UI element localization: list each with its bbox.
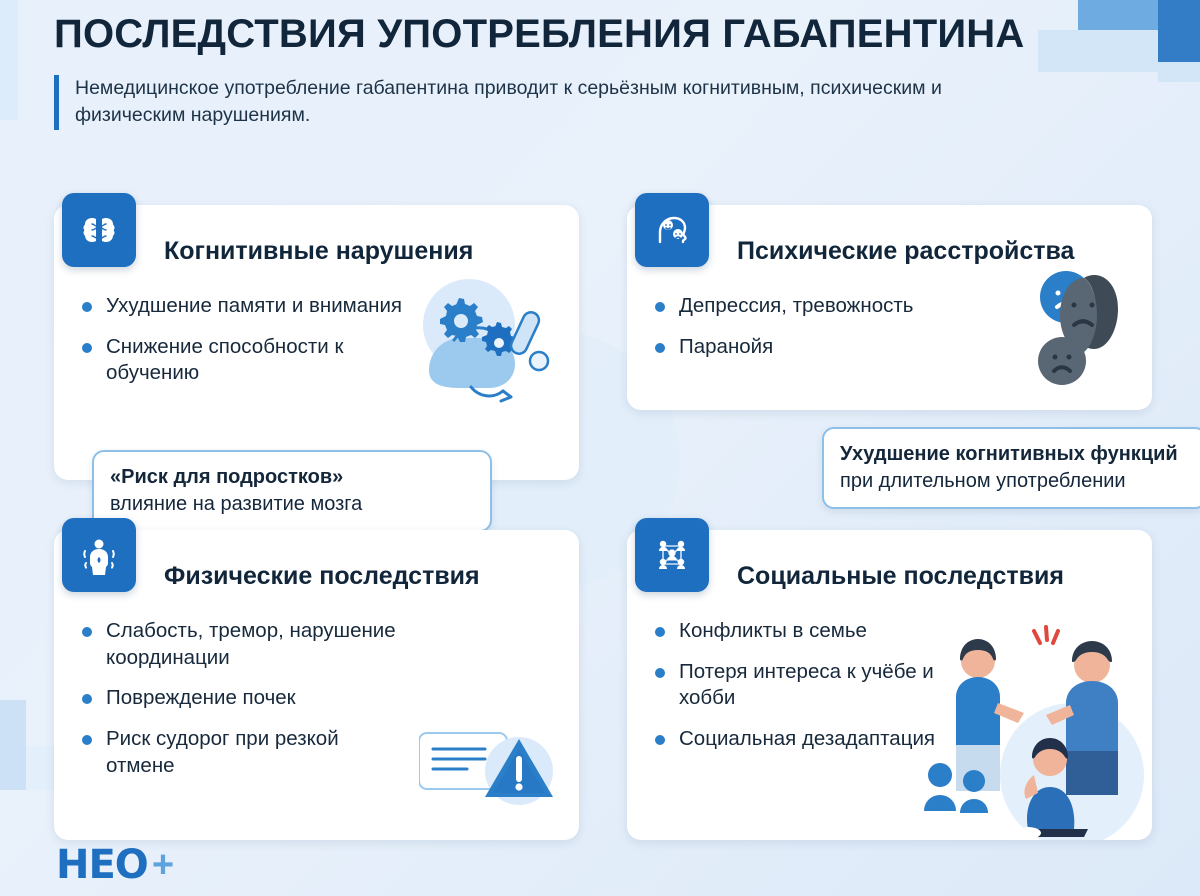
page-title: ПОСЛЕДСТВИЯ УПОТРЕБЛЕНИЯ ГАБАПЕНТИНА	[54, 12, 1025, 56]
callout-long-strong: Ухудшение когнитивных функций	[840, 443, 1178, 465]
list-item: Социальная дезадаптация	[653, 726, 953, 753]
family-conflict-illustration	[922, 625, 1152, 845]
callout-teen-rest: влияние на развитие мозга	[110, 493, 363, 515]
decor-square-pale-top-right	[1158, 62, 1200, 82]
list-item: Повреждение почек	[80, 685, 410, 712]
list-item: Потеря интереса к учёбе и хобби	[653, 659, 953, 712]
head-emotions-icon	[635, 193, 709, 267]
list-item: Конфликты в семье	[653, 618, 953, 645]
list-item: Паранойя	[653, 334, 983, 361]
decor-square-light-top-right	[1038, 30, 1158, 72]
card-physical	[54, 530, 579, 840]
decor-strip-top-left	[0, 0, 18, 120]
brain-gears-illustration	[399, 275, 574, 430]
logo-text: НЕО	[56, 842, 148, 888]
card-social	[627, 530, 1152, 840]
card-mental	[627, 205, 1152, 410]
list-item: Депрессия, тревожность	[653, 293, 983, 320]
card-title: Физические последствия	[164, 561, 480, 590]
sad-faces-illustration	[1012, 267, 1152, 402]
body-icon	[62, 518, 136, 592]
card-title: Социальные последствия	[737, 561, 1064, 590]
list-item: Слабость, тремор, нарушение координации	[80, 618, 410, 671]
logo	[56, 842, 174, 888]
decor-square-mid-top-right	[1078, 0, 1158, 30]
card-title: Когнитивные нарушения	[164, 236, 474, 265]
callout-teen-risk	[92, 450, 492, 532]
network-people-icon	[635, 518, 709, 592]
card-title: Психические расстройства	[737, 236, 1075, 265]
list-item: Риск судорог при резкой отмене	[80, 726, 410, 779]
callout-teen-strong: «Риск для подростков»	[110, 466, 344, 488]
callout-long-term	[822, 427, 1200, 509]
callout-long-rest: при длительном употреблении	[840, 470, 1126, 492]
list-item: Ухудшение памяти и внимания	[80, 293, 410, 320]
list-item: Снижение способности к обучению	[80, 334, 410, 387]
subtitle-block	[54, 75, 1034, 130]
decor-square-dark-top-right	[1158, 0, 1200, 62]
page-subtitle: Немедицинское употребление габапентина приводит к серьёзным когнитивным, психическим и физическим нарушениям.	[75, 76, 942, 127]
warning-illustration	[419, 715, 564, 825]
brain-icon	[62, 193, 136, 267]
header	[54, 12, 1034, 130]
logo-plus: +	[151, 843, 175, 886]
card-cognitive	[54, 205, 579, 515]
decor-square-bottom-left	[0, 700, 26, 790]
